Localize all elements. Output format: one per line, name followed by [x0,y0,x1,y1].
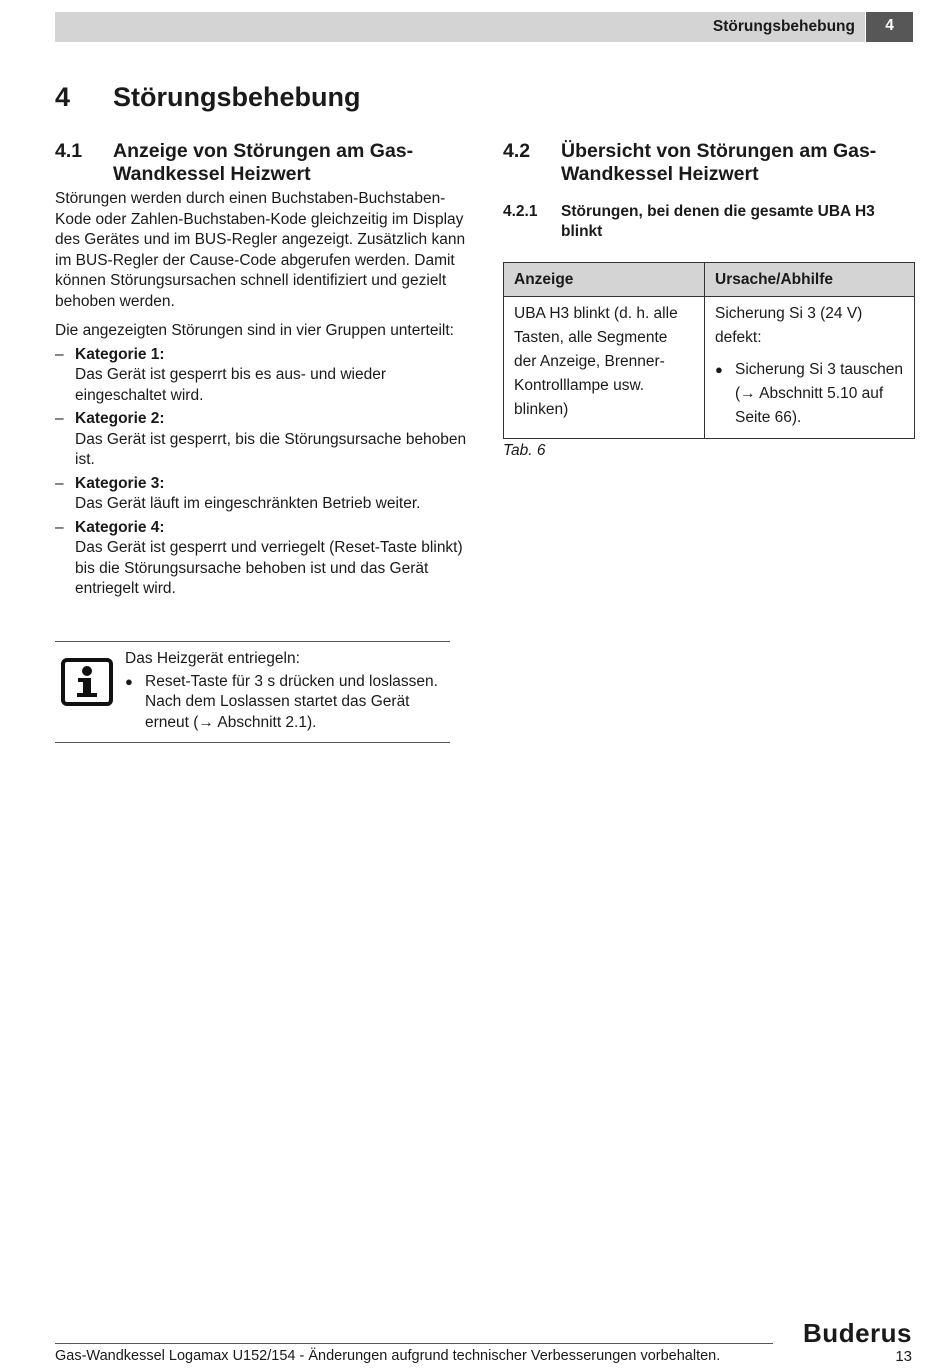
section-heading-4-1 [55,140,467,186]
note-bullet-text: Reset-Taste für 3 s drücken und loslassen. Nach dem Loslassen startet das Gerät erneut (→ Abschnitt 2.1). [145,672,438,731]
category-text: Das Gerät ist gesperrt bis es aus- und wieder eingeschaltet wird. [75,366,386,404]
table-caption: Tab. 6 [503,442,546,459]
dash-marker: – [55,474,64,492]
category-text: Das Gerät ist gesperrt, bis die Störungsursache behoben ist. [75,430,467,468]
subsection-title: Störungen, bei denen die gesamte UBA H3 blinkt [561,203,875,240]
dash-marker: – [55,410,64,427]
category-label: Kategorie 1: [75,345,165,363]
info-icon [61,658,113,706]
footer-text: Gas-Wandkessel Logamax U152/154 - Änderungen aufgrund technischer Verbesserungen vorbehalten. [55,1348,721,1364]
category-item [55,409,467,471]
subsection-heading-4-2-1 [503,202,915,242]
chapter-title-text: Störungsbehebung [113,82,361,112]
section-title: Anzeige von Störungen am Gas-Wandkessel Heizwert [113,140,414,185]
bullet-icon: ● [125,673,133,689]
note-bullet [125,672,445,734]
section-number: 4.1 [55,140,83,162]
brand-logo: Buderus [803,1318,912,1348]
category-label: Kategorie 3: [75,474,165,492]
category-label: Kategorie 4: [75,518,165,536]
column-header-ursache: Ursache/Abhilfe [705,263,915,297]
groups-paragraph: Die angezeigten Störungen sind in vier Gruppen unterteilt: [55,322,454,339]
running-header-title: Störungsbehebung [712,18,855,35]
section-title: Übersicht von Störungen am Gas-Wandkessel Heizwert [561,140,877,185]
cell-ursache [705,297,915,439]
note-body [125,649,445,733]
category-text: Das Gerät läuft im eingeschränkten Betrieb weiter. [75,495,421,512]
category-item [55,474,467,515]
cause-text: Sicherung Si 3 (24 V) defekt: [715,305,863,346]
subsection-number: 4.2.1 [503,203,538,220]
chapter-tab: 4 [866,12,913,42]
remedy-bullet [715,358,904,430]
category-item [55,345,467,407]
intro-paragraph: Störungen werden durch einen Buchstaben-Buchstaben-Kode oder Zahlen-Buchstaben-Kode gleichzeitig im Display des Gerätes und im BUS-Regler angezeigt. Zusätzlich kann im BUS-Regler der Cause-Code abgerufen werden. Damit können Störungsursachen schnell identifiziert und gezielt behoben werden. [55,190,466,310]
bullet-icon: ● [715,362,723,377]
dash-marker: – [55,345,64,363]
remedy-text: Sicherung Si 3 tauschen (→ Abschnitt 5.10 auf Seite 66). [735,361,904,426]
category-label: Kategorie 2: [75,410,165,427]
category-text: Das Gerät ist gesperrt und verriegelt (Reset-Taste blinkt) bis die Störungsursache behoben ist und das Gerät entriegelt wird. [75,539,463,597]
table-row [504,297,915,439]
footer-divider [55,1343,773,1344]
info-note [55,641,450,743]
cell-anzeige: UBA H3 blinkt (d. h. alle Tasten, alle Segmente der Anzeige, Brenner-Kontrolllampe usw. blinken) [504,297,705,439]
note-intro: Das Heizgerät entriegeln: [125,650,300,667]
left-column [55,140,467,600]
section-number: 4.2 [503,140,531,162]
right-column [503,140,915,460]
section-heading-4-2 [503,140,915,186]
category-item [55,518,467,600]
chapter-number: 4 [55,82,71,112]
dash-marker: – [55,518,64,536]
running-header [55,12,865,42]
column-header-anzeige: Anzeige [504,263,705,297]
table-header-row [504,263,915,297]
chapter-title [55,82,360,113]
fault-table [503,262,915,439]
page-number: 13 [895,1348,912,1365]
